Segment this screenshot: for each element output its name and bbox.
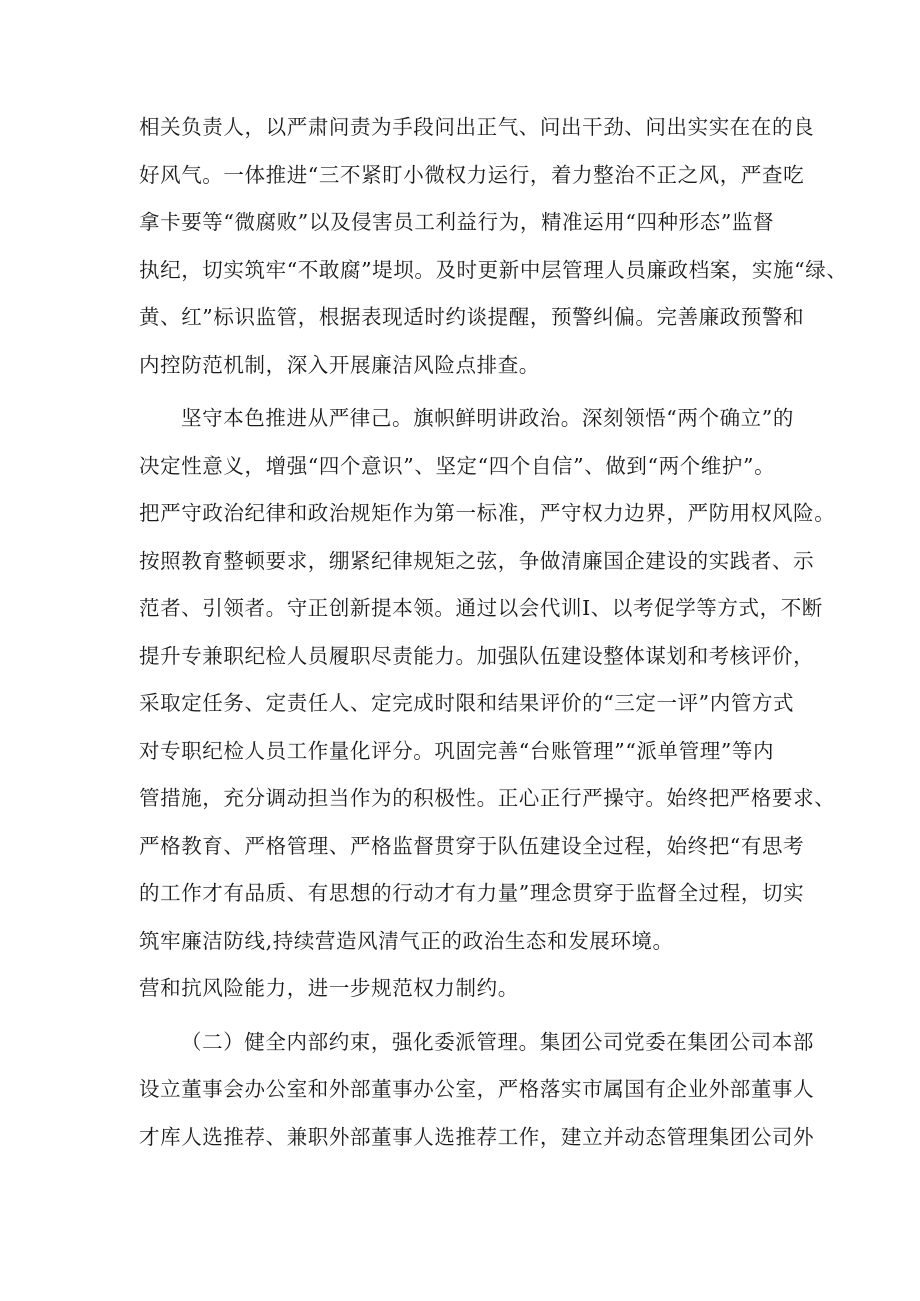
text-line: 按照教育整顿要求，绷紧纪律规矩之弦，争做清廉国企建设的实践者、示 <box>139 548 815 573</box>
text-line: 提升专兼职纪检人员履职尽责能力。加强队伍建设整体谋划和考核评价， <box>139 643 815 668</box>
text-line: 拿卡要等“微腐败”以及侵害员工利益行为，精准运用“四种形态”监督 <box>139 210 775 234</box>
text-line: 管措施，充分调动担当作为的积极性。正心正行严操守。始终把严格要求、 <box>139 786 836 810</box>
text-line: 才库人选推荐、兼职外部董事人选推荐工作，建立并动态管理集团公司外 <box>139 1124 815 1149</box>
paragraph-internal-constraints <box>139 1019 815 1162</box>
text-line: 对专职纪检人员工作量化评分。巩固完善“台账管理”“派单管理”等内 <box>139 738 775 763</box>
text-line: 营和抗风险能力，进一步规范权力制约。 <box>139 976 519 1000</box>
text-line: 把严守政治纪律和政治规矩作为第一标准，严守权力边界，严防用权风险。 <box>139 501 836 525</box>
paragraph-accountability <box>139 104 848 389</box>
text-line: 执纪，切实筑牢“不敢腐”堤坝。及时更新中层管理人员廉政档案，实施“绿、 <box>139 257 848 282</box>
text-line: 相关负责人，以严肃问责为手段问出正气、问出干劲、问出实实在在的良 <box>139 115 815 139</box>
text-line: 内控防范机制，深入开展廉洁风险点排查。 <box>139 352 540 377</box>
text-line: 的工作才有品质、有思想的行动才有力量”理念贯穿于监督全过程，切实 <box>139 881 805 905</box>
text-line: 好风气。一体推进“三不紧盯小微权力运行，着力整治不正之风，严查吃 <box>139 162 805 187</box>
text-line: 采取定任务、定责任人、定完成时限和结果评价的“三定一评”内管方式 <box>139 691 795 715</box>
text-line: 严格教育、严格管理、严格监督贯穿于队伍建设全过程，始终把“有思考 <box>139 833 805 858</box>
text-line: 范者、引领者。守正创新提本领。通过以会代训I、以考促学等方式，不断 <box>139 596 823 620</box>
text-line: 筑牢廉洁防线,持续营造风清气正的政治生态和发展环境。 <box>139 928 674 953</box>
text-line: （二）健全内部约束，强化委派管理。集团公司党委在集团公司本部 <box>181 1029 814 1054</box>
text-line: 坚守本色推进从严律己。旗帜鲜明讲政治。深刻领悟“两个确立”的 <box>181 406 794 430</box>
text-line: 决定性意义，增强“四个意识”、坚定“四个自信”、做到“两个维护”。 <box>139 453 776 478</box>
paragraph-self-discipline <box>139 395 836 1013</box>
text-line: 黄、红”标识监管，根据表现适时约谈提醒，预警纠偏。完善廉政预警和 <box>139 305 805 329</box>
document-body <box>139 104 848 1161</box>
text-line: 设立董事会办公室和外部董事办公室，严格落实市属国有企业外部董事人 <box>139 1077 815 1101</box>
